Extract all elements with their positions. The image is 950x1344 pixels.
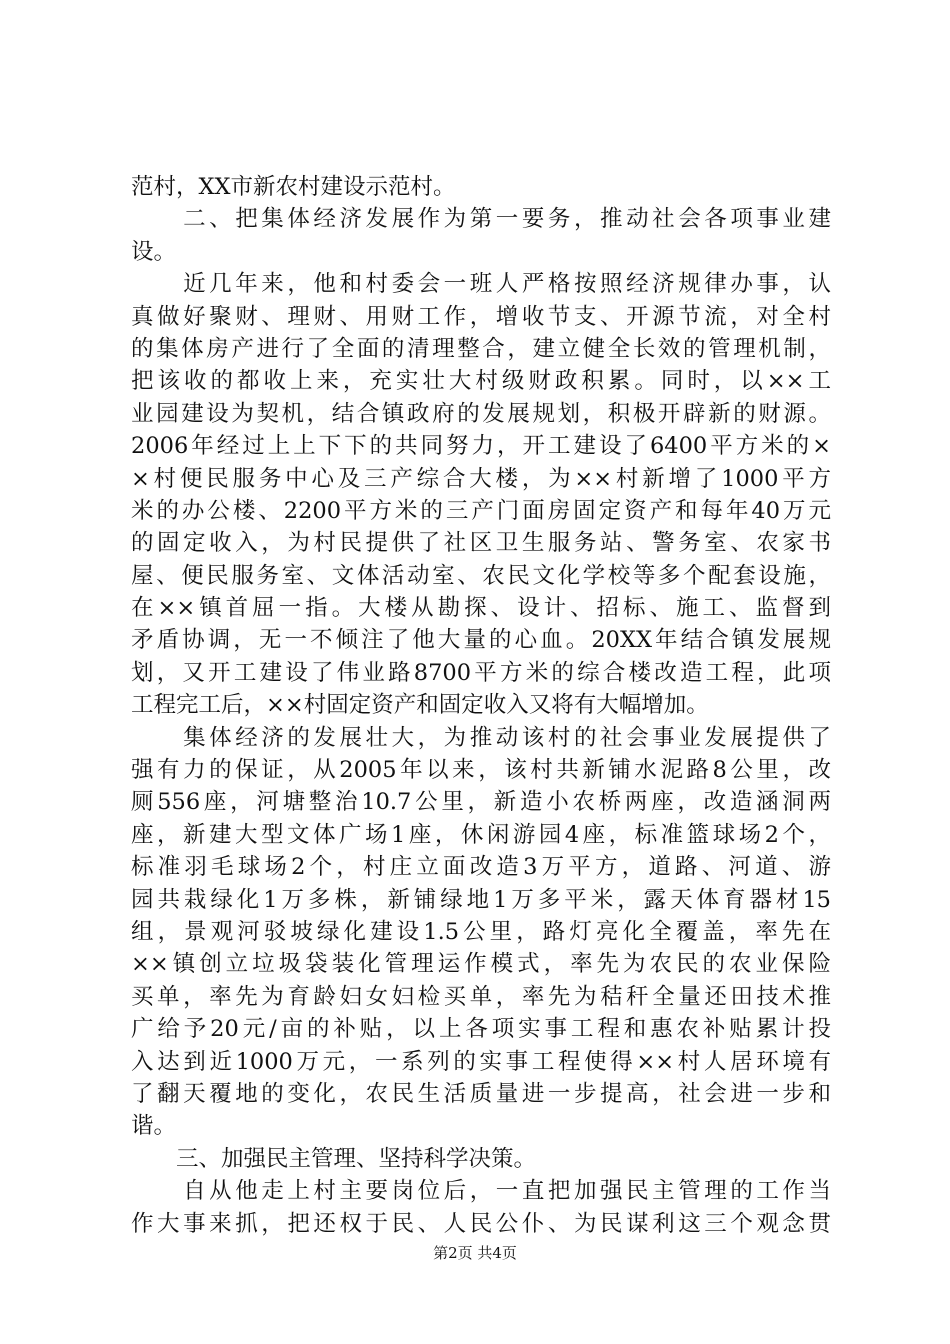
text-line: 矛盾协调，无一不倾注了他大量的心血。20XX年结合镇发展规: [131, 627, 831, 654]
text-line: 范村，XX市新农村建设示范村。: [131, 174, 456, 200]
text-line: 谐。: [131, 1113, 177, 1140]
text-line: 座，新建大型文体广场1座，休闲游园4座，标准篮球场2个，: [131, 821, 831, 848]
text-line: 了翻天覆地的变化，农民生活质量进一步提高，社会进一步和: [131, 1080, 831, 1107]
text-line: 园共栽绿化1万多株，新铺绿地1万多平米，露天体育器材15: [131, 886, 831, 913]
text-line: 工程完工后，××村固定资产和固定收入又将有大幅增加。: [131, 692, 709, 719]
text-line: 米的办公楼、2200平方米的三产门面房固定资产和每年40万元: [131, 497, 831, 524]
text-line: 业园建设为契机，结合镇政府的发展规划，积极开辟新的财源。: [131, 400, 831, 427]
text-line: ×村便民服务中心及三产综合大楼，为××村新增了1000平方: [131, 465, 831, 492]
text-line: 作大事来抓，把还权于民、人民公仆、为民谋利这三个观念贯: [131, 1210, 831, 1237]
text-line: 厕556座，河塘整治10.7公里，新造小农桥两座，改造涵洞两: [131, 789, 831, 816]
text-line: 入达到近1000万元，一系列的实事工程使得××村人居环境有: [131, 1048, 831, 1075]
text-line: 广给予20元/亩的补贴，以上各项实事工程和惠农补贴累计投: [131, 1016, 831, 1043]
text-line: 二、把集体经济发展作为第一要务，推动社会各项事业建: [131, 206, 831, 233]
text-line: 买单，率先为育龄妇女妇检买单，率先为秸秆全量还田技术推: [131, 983, 831, 1010]
document-body: [131, 171, 831, 1240]
text-line: 划，又开工建设了伟业路8700平方米的综合楼改造工程，此项: [131, 659, 831, 686]
text-line: 的固定收入，为村民提供了社区卫生服务站、警务室、农家书: [131, 530, 831, 557]
text-line: 在××镇首屈一指。大楼从勘探、设计、招标、施工、监督到: [131, 595, 831, 622]
text-line: 屋、便民服务室、文体活动室、农民文化学校等多个配套设施，: [131, 562, 831, 589]
text-line: 设。: [131, 238, 177, 265]
text-line: 的集体房产进行了全面的清理整合，建立健全长效的管理机制，: [131, 335, 831, 362]
text-line: 组，景观河驳坡绿化建设1.5公里，路灯亮化全覆盖，率先在: [131, 918, 831, 945]
text-line: 标准羽毛球场2个，村庄立面改造3万平方，道路、河道、游: [131, 854, 831, 881]
text-line: ××镇创立垃圾袋装化管理运作模式，率先为农民的农业保险: [131, 951, 831, 978]
text-line: 把该收的都收上来，充实壮大村级财政积累。同时，以××工: [131, 368, 831, 395]
text-line: 2006年经过上上下下的共同努力，开工建设了6400平方米的×: [131, 433, 831, 460]
text-line: 近几年来，他和村委会一班人严格按照经济规律办事，认: [131, 271, 831, 298]
text-line: 真做好聚财、理财、用财工作，增收节支、开源节流，对全村: [131, 303, 831, 330]
text-line: 自从他走上村主要岗位后，一直把加强民主管理的工作当: [131, 1178, 831, 1205]
text-line: 集体经济的发展壮大，为推动该村的社会事业发展提供了: [131, 724, 831, 751]
text-line: 强有力的保证，从2005年以来，该村共新铺水泥路8公里，改: [131, 757, 831, 784]
page-footer: 第2页 共4页: [433, 1244, 517, 1262]
text-line: 三、加强民主管理、坚持科学决策。: [131, 1145, 537, 1172]
